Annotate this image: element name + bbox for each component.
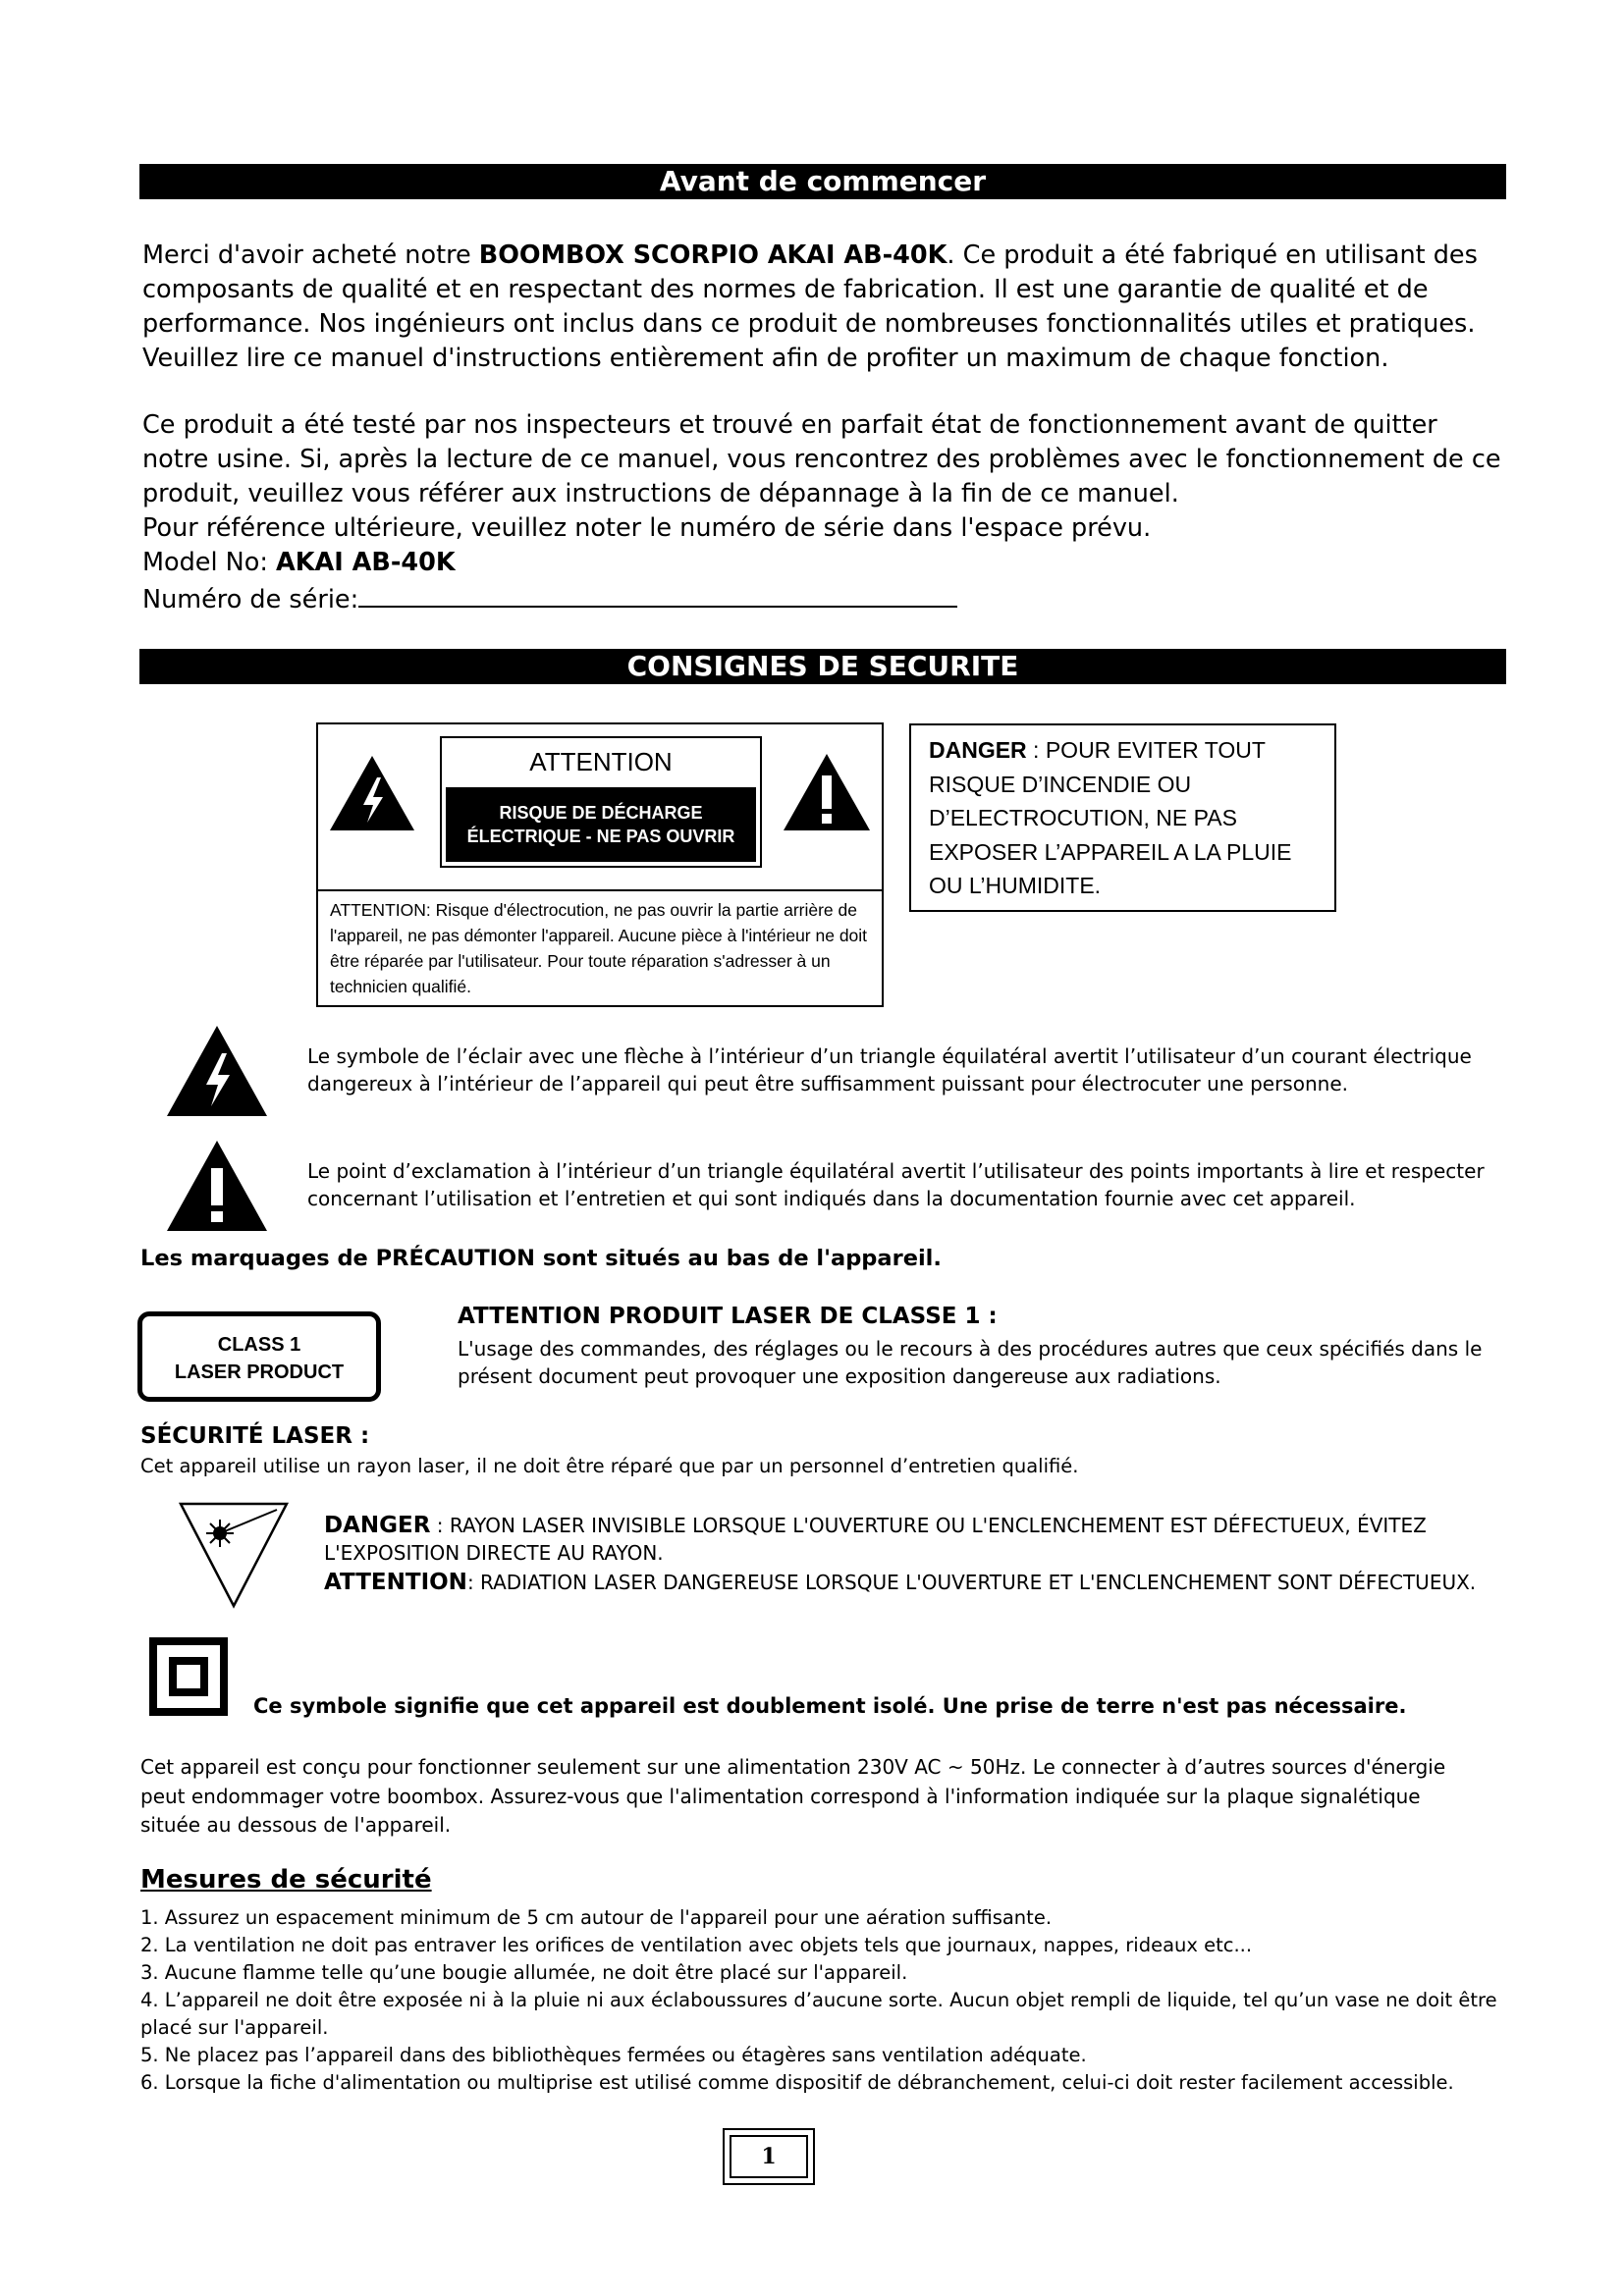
laser-danger-label: DANGER xyxy=(324,1513,431,1538)
list-item: 2. La ventilation ne doit pas entraver les orifices de ventilation avec objets tels que journaux, nappes, rideaux etc... xyxy=(140,1934,1253,1956)
intro-text-a: Merci d'avoir acheté notre xyxy=(142,240,479,270)
measures-title: Mesures de sécurité xyxy=(140,1865,432,1895)
model-line xyxy=(142,546,1507,580)
danger-box xyxy=(909,723,1336,912)
attention-black-label xyxy=(446,787,756,862)
reference-paragraph: Pour référence ultérieure, veuillez noter le numéro de série dans l'espace prévu. xyxy=(142,513,1152,543)
caution-markings: Les marquages de PRÉCAUTION sont situés au bas de l'appareil. xyxy=(140,1246,942,1271)
list-item: 3. Aucune flamme telle qu’une bougie allumée, ne doit être placé sur l'appareil. xyxy=(140,1961,908,1984)
page-number: 1 xyxy=(730,2135,808,2178)
serial-number-blank xyxy=(358,580,957,608)
power-text: Cet appareil est conçu pour fonctionner seulement sur une alimentation 230V AC ~ 50Hz. Le connecter à d’autres sources d'énergie peut endommager votre boombox. Assurez-vous que l'alimentation correspond à l'information indiquée sur la plaque signalétique située au dessous de l'appareil. xyxy=(140,1755,1446,1837)
attention-title: ATTENTION xyxy=(529,747,673,776)
laser-hazard-icon xyxy=(177,1500,291,1610)
laser-danger-block xyxy=(324,1512,1483,1596)
attention-note: ATTENTION: Risque d'électrocution, ne pas ouvrir la partie arrière de l'appareil, ne pas démonter l'appareil. Aucune pièce à l'intérieur ne doit être réparée par l'utilisateur. Pour toute réparation s'adresser à un technicien qualifié. xyxy=(330,900,868,996)
exclamation-symbol-icon xyxy=(165,1139,269,1233)
laser-text: L'usage des commandes, des réglages ou le recours à des procédures autres que ceux spécifiés dans le présent document peut provoquer une exposition dangereuse aux radiations. xyxy=(458,1337,1483,1388)
laser-danger-text: : RAYON LASER INVISIBLE LORSQUE L'OUVERTURE OU L'ENCLENCHEMENT EST DÉFECTUEUX, ÉVITEZ L'EXPOSITION DIRECTE AU RAYON. xyxy=(324,1514,1427,1565)
laser-safety-text: Cet appareil utilise un rayon laser, il ne doit être réparé que par un personnel d’entretien qualifié. xyxy=(140,1455,1079,1477)
model-value: AKAI AB-40K xyxy=(276,548,456,577)
danger-text: : POUR EVITER TOUT RISQUE D’INCENDIE OU D’ELECTROCUTION, NE PAS EXPOSER L’APPAREIL A LA PLUIE OU L’HUMIDITE. xyxy=(929,737,1292,898)
attention-sub1: RISQUE DE DÉCHARGE xyxy=(499,803,703,823)
serial-label: Numéro de série: xyxy=(142,585,359,614)
page-number-box xyxy=(723,2128,815,2185)
list-item: 6. Lorsque la fiche d'alimentation ou multiprise est utilisé comme dispositif de débranchement, celui-ci doit rester facilement accessible. xyxy=(140,2071,1454,2094)
double-insulation-icon xyxy=(149,1637,228,1716)
intro-text-b: . Ce produit a été fabriqué en utilisant des composants de qualité et en respectant des normes de fabrication. Il est une garantie de qualité et de performance. Nos ingénieurs ont inclus dans ce produit de nombreuses fonctionnalités utiles et pratiques. Veuillez lire ce manuel d'instructions entièrement afin de profiter un maximum de chaque fonction. xyxy=(142,240,1478,373)
list-item: 1. Assurez un espacement minimum de 5 cm autour de l'appareil pour une aération suffisante. xyxy=(140,1906,1053,1929)
laser-attention-text: : RADIATION LASER DANGEREUSE LORSQUE L'OUVERTURE ET L'ENCLENCHEMENT SONT DÉFECTUEUX. xyxy=(466,1571,1477,1594)
attention-divider xyxy=(318,889,882,891)
serial-line xyxy=(142,580,1507,617)
laser-attention-label: ATTENTION xyxy=(324,1570,467,1595)
measures-list xyxy=(140,1904,1505,2097)
laser-title: ATTENTION PRODUIT LASER DE CLASSE 1 : xyxy=(458,1304,998,1329)
class1-line2: LASER PRODUCT xyxy=(174,1362,345,1383)
attention-sub2: ÉLECTRIQUE - NE PAS OUVRIR xyxy=(466,827,735,846)
list-item: 4. L’appareil ne doit être exposée ni à la pluie ni aux éclaboussures d’aucune sorte. Aucun objet rempli de liquide, tel qu’un vase ne doit être placé sur l'appareil. xyxy=(140,1989,1497,2039)
laser-safety-title: SÉCURITÉ LASER : xyxy=(140,1423,370,1449)
list-item: 5. Ne placez pas l’appareil dans des bibliothèques fermées ou étagères sans ventilation adéquate. xyxy=(140,2044,1087,2066)
intro-paragraph xyxy=(142,239,1507,376)
test-paragraph: Ce produit a été testé par nos inspecteurs et trouvé en parfait état de fonctionnement avant de quitter notre usine. Si, après la lecture de ce manuel, vous rencontrez des problèmes avec le fonctionnement de ce produit, veuillez vous référer aux instructions de dépannage à la fin de ce manuel. xyxy=(142,410,1501,508)
laser-danger-line xyxy=(324,1512,1483,1567)
lightning-symbol-icon xyxy=(165,1024,269,1118)
lightning-explanation: Le symbole de l’éclair avec une flèche à l’intérieur d’un triangle équilatéral avertit l’utilisateur d’un courant électrique dangereux à l’intérieur de l’appareil qui peut être suffisamment puissant pour électrocuter une personne. xyxy=(307,1044,1472,1095)
section-header-avant: Avant de commencer xyxy=(139,164,1506,199)
section-header-consignes: CONSIGNES DE SECURITE xyxy=(139,649,1506,684)
attention-label-box xyxy=(316,722,884,1007)
class1-line1: CLASS 1 xyxy=(217,1334,301,1356)
danger-label: DANGER xyxy=(929,737,1027,763)
double-insulation-text: Ce symbole signifie que cet appareil est doublement isolé. Une prise de terre n'est pas nécessaire. xyxy=(253,1694,1407,1718)
class1-laser-label xyxy=(137,1311,381,1402)
exclamation-explanation: Le point d’exclamation à l’intérieur d’un triangle équilatéral avertit l’utilisateur des points importants à lire et respecter concernant l’utilisation et l’entretien et qui sont indiqués dans la documentation fournie avec cet appareil. xyxy=(307,1159,1485,1210)
exclamation-triangle-icon xyxy=(782,752,872,832)
laser-attention-line xyxy=(324,1569,1483,1596)
attention-center-panel xyxy=(440,736,762,868)
lightning-triangle-icon xyxy=(328,754,416,832)
model-label: Model No: xyxy=(142,548,277,577)
product-name: BOOMBOX SCORPIO AKAI AB-40K xyxy=(478,240,947,270)
